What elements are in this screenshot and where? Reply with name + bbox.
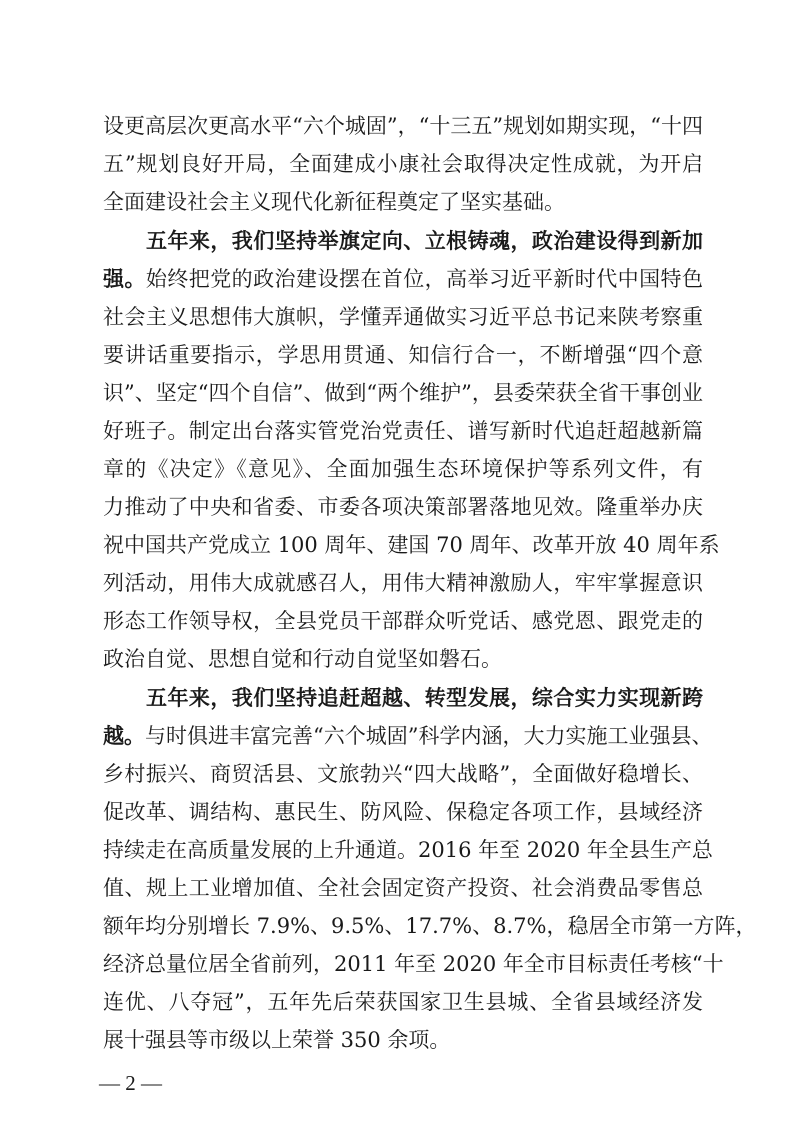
paragraph-2-line-5: 识”、坚定“四个自信”、做到“两个维护”，县委荣获全省干事创业: [103, 381, 703, 405]
paragraph-3-line-10: 展十强县等市级以上荣誉 350 余项。: [103, 1028, 451, 1052]
paragraph-3-heading-line-1: 五年来，我们坚持追赶超越、转型发展，综合实力实现新跨: [146, 685, 703, 710]
paragraph-1-line-1: 设更高层次更高水平“六个城固”，“十三五”规划如期实现，“十四: [103, 114, 703, 138]
paragraph-2-line-12: 政治自觉、思想自觉和行动自觉坚如磐石。: [103, 647, 502, 671]
paragraph-2-line-4: 要讲话重要指示，学思用贯通、知信行合一，不断增强“四个意: [103, 343, 703, 367]
paragraph-2-line-2: [103, 264, 703, 294]
page-number: — 2 —: [99, 1071, 162, 1095]
paragraph-2-line-11: 形态工作领导权，全县党员干部群众听党话、感党恩、跟党走的: [103, 609, 703, 633]
paragraph-3-line-7: 额年均分别增长 7.9%、9.5%、17.7%、8.7%，稳居全市第一方阵，: [103, 914, 757, 938]
paragraph-3-heading-end: 越。: [103, 723, 145, 748]
paragraph-3-line-2-text: 与时俱进丰富完善“六个城固”科学内涵，大力实施工业强县、: [145, 724, 713, 748]
paragraph-1-line-2: 五”规划良好开局，全面建成小康社会取得决定性成就，为开启: [103, 152, 703, 176]
paragraph-3-line-5: 持续走在高质量发展的上升通道。2016 年至 2020 年全县生产总: [103, 838, 713, 862]
paragraph-3-line-2: [103, 721, 713, 751]
paragraph-2-line-2-text: 始终把党的政治建设摆在首位，高举习近平新时代中国特色: [145, 267, 703, 291]
paragraph-2-heading-line-1: 五年来，我们坚持举旗定向、立根铸魂，政治建设得到新加: [146, 228, 703, 253]
paragraph-2-line-10: 列活动，用伟大成就感召人，用伟大精神激励人，牢牢掌握意识: [103, 571, 703, 595]
paragraph-3-line-8: 经济总量位居全省前列，2011 年至 2020 年全市目标责任考核“十: [103, 952, 724, 976]
paragraph-3-line-3: 乡村振兴、商贸活县、文旅勃兴“四大战略”，全面做好稳增长、: [103, 762, 703, 786]
paragraph-3-line-6: 值、规上工业增加值、全社会固定资产投资、社会消费品零售总: [103, 876, 703, 900]
paragraph-2-line-3: 社会主义思想伟大旗帜，学懂弄通做实习近平总书记来陕考察重: [103, 305, 703, 329]
paragraph-2-line-8: 力推动了中央和省委、市委各项决策部署落地见效。隆重举办庆: [103, 495, 703, 519]
paragraph-2-line-9: 祝中国共产党成立 100 周年、建国 70 周年、改革开放 40 周年系: [103, 533, 720, 557]
paragraph-2-line-7: 章的《决定》《意见》、全面加强生态环境保护等系列文件，有: [103, 457, 703, 481]
paragraph-3-line-9: 连优、八夺冠”，五年先后荣获国家卫生县城、全省县域经济发: [103, 990, 703, 1014]
paragraph-2-line-6: 好班子。制定出台落实管党治党责任、谱写新时代追赶超越新篇: [103, 419, 703, 443]
paragraph-2-heading-end: 强。: [103, 266, 146, 291]
paragraph-3-line-4: 促改革、调结构、惠民生、防风险、保稳定各项工作，县域经济: [103, 800, 703, 824]
paragraph-1-line-3: 全面建设社会主义现代化新征程奠定了坚实基础。: [103, 190, 565, 214]
